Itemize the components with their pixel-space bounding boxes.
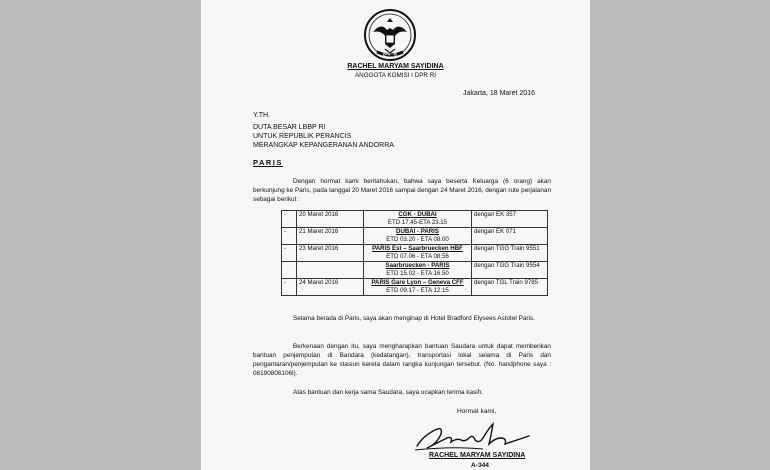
row-time: ETD 07.06 - ETA 08.56	[386, 253, 449, 260]
itinerary-row	[282, 262, 548, 279]
row-route: PARIS Gare Lyon – Geneva CFF	[371, 279, 464, 286]
row-route-cell	[364, 279, 472, 296]
row-marker: -	[282, 245, 297, 262]
row-route: Saarbruecken - PARIS	[385, 262, 450, 269]
row-route-cell	[364, 228, 472, 245]
signatory-name: RACHEL MARYAM SAYIDINA	[429, 452, 526, 459]
row-marker: -	[282, 211, 297, 228]
row-date: 24 Maret 2016	[297, 279, 364, 296]
row-transport: dengan EK 071	[472, 228, 548, 245]
letterhead-position: ANGGOTA KOMISI I DPR RI	[354, 72, 437, 79]
row-marker: -	[282, 228, 297, 245]
garuda-seal-icon	[363, 8, 417, 62]
itinerary-row	[282, 211, 548, 228]
row-route: PARIS Est – Saarbruecken HBF	[372, 245, 463, 252]
thanks-paragraph: Atas bantuan dan kerja sama Saudara, saya ucapkan terima kasih.	[293, 389, 484, 396]
recipient-line: UNTUK REPUBLIK PERANCIS	[253, 133, 352, 140]
itinerary-row	[282, 245, 548, 262]
row-transport: dengan TGG Train 9554	[472, 262, 548, 279]
intro-paragraph: Dengan hormat kami beritahukan, bahwa saya beserta Keluarga (6 orang) akan berkunjung ke Paris, pada tanggal 20 Maret 2016 sampai dengan 24 Maret 2016, dengan rute perjalanan sebagai berikut :	[253, 178, 551, 204]
request-paragraph: Berkenaan dengan itu, saya mengharapkan bantuan Saudara untuk dapat memberikan bantuan penjemputan di Bandara (kedatangan), transportasi lokal selama di Paris dan pengantaran/penjemputan ke stasiun kereta dalam rangka kunjungan tersebut. (No. handphone saya : 08190806106l).	[253, 343, 551, 378]
row-marker	[282, 262, 297, 279]
closing: Hormat kami,	[457, 408, 497, 415]
seal-motto: DPR - RI	[382, 52, 398, 57]
itinerary-row	[282, 228, 548, 245]
salutation: Y.TH.	[253, 112, 270, 119]
row-marker: -	[282, 279, 297, 296]
row-time: ETD 17.45-ETA 23.15	[387, 219, 448, 226]
date-line: Jakarta, 18 Maret 2016	[463, 90, 535, 97]
itinerary-table	[281, 210, 548, 296]
letter-page	[201, 0, 590, 470]
recipient-line: MERANGKAP KEPANGERANAN ANDORRA	[253, 142, 394, 149]
row-time: ETD 15.02 - ETA 16.50	[386, 270, 449, 277]
row-time: ETD 09.17 - ETA 12.15	[386, 287, 449, 294]
handwritten-signature	[413, 416, 535, 456]
row-date: 21 Maret 2016	[297, 228, 364, 245]
row-route-cell	[364, 245, 472, 262]
signatory-code: A-344	[471, 462, 489, 469]
recipient-line: DUTA BESAR LBBP RI	[253, 124, 326, 131]
row-route: DUBAI - PARIS	[396, 228, 439, 235]
row-transport: dengan EK 357	[472, 211, 548, 228]
row-transport: dengan TGL Train 9785	[472, 279, 548, 296]
row-route-cell	[364, 211, 472, 228]
letterhead-name: RACHEL MARYAM SAYIDINA	[347, 63, 444, 70]
row-date: 20 Maret 2016	[297, 211, 364, 228]
row-transport: dengan TGG Train 9551	[472, 245, 548, 262]
itinerary-row	[282, 279, 548, 296]
city-heading: PARIS	[253, 158, 283, 167]
row-route-cell	[364, 262, 472, 279]
stay-paragraph: Selama berada di Paris, saya akan menginap di Hotel Bradford Elysees Astotel Paris.	[293, 315, 535, 322]
row-time: ETD 03.20 - ETA 08.00	[386, 236, 449, 243]
row-date	[297, 262, 364, 279]
row-date: 23 Maret 2016	[297, 245, 364, 262]
row-route: CGK - DUBAI	[398, 211, 437, 218]
